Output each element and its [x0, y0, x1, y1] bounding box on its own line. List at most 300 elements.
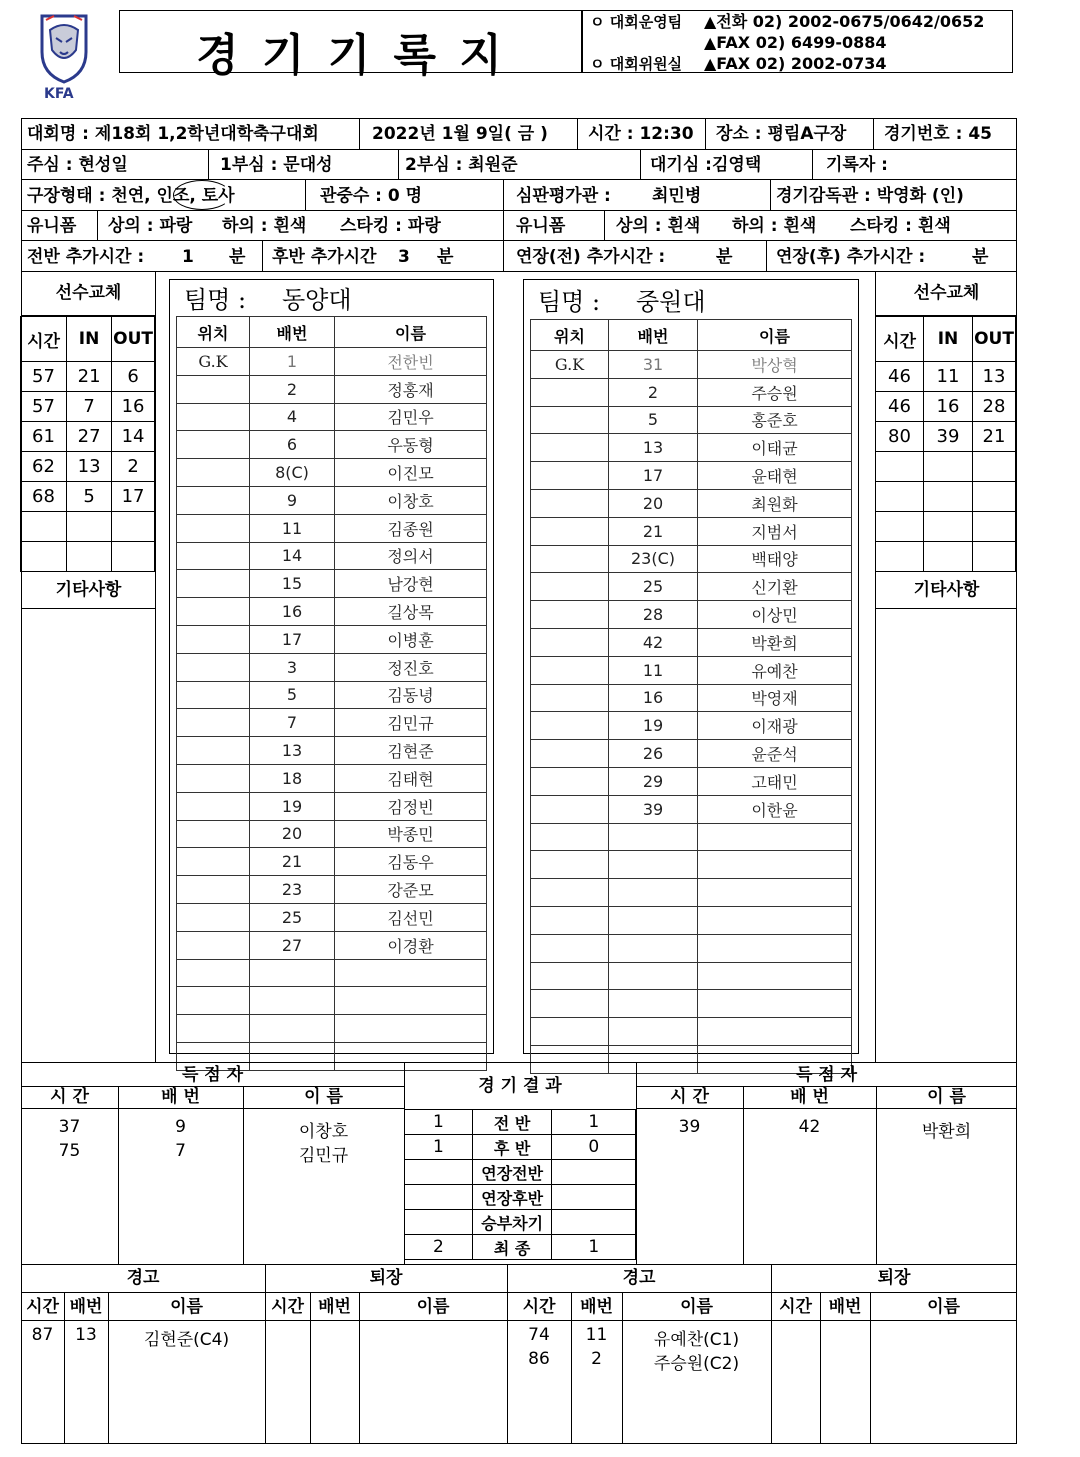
sub-in: [67, 542, 112, 572]
roster-position: [177, 459, 250, 487]
roster-number: 5: [250, 681, 335, 709]
sub-out: [973, 542, 1016, 572]
roster-name: 이한윤: [698, 795, 852, 823]
sub-in: 13: [67, 452, 112, 482]
scorer-name-header: 이 름: [304, 1087, 343, 1107]
roster-number: 21: [250, 848, 335, 876]
roster-position: [531, 406, 609, 434]
roster-number: 23(C): [609, 545, 698, 573]
roster-name: 길상목: [335, 598, 487, 626]
roster-row: [531, 656, 852, 684]
roster-number: [609, 823, 698, 851]
roster-name: [335, 1015, 487, 1043]
result-row: [405, 1185, 636, 1210]
sub-time: [21, 542, 67, 572]
home-team-prefix: 팀명 :: [184, 286, 247, 314]
roster-number: 2: [609, 378, 698, 406]
roster-position: [177, 709, 250, 737]
sub-in: 5: [67, 482, 112, 512]
roster-number: 16: [250, 598, 335, 626]
pitch-type: 구장형태 : 천연, 인조, 토사: [27, 186, 235, 206]
sub-out: 14: [112, 422, 155, 452]
sub-time: [876, 482, 924, 512]
roster-name: 김동녕: [335, 681, 487, 709]
roster-position: [177, 987, 250, 1015]
roster-position: [531, 879, 609, 907]
sub-time: 57: [21, 362, 67, 392]
roster-row: [177, 931, 487, 959]
roster-position: [177, 959, 250, 987]
scorer-number: 9: [175, 1117, 186, 1137]
roster-name: 전한빈: [335, 348, 487, 376]
position-header: 위치: [531, 320, 609, 351]
card-name-header: 이름: [170, 1297, 203, 1317]
sub-time: 68: [21, 482, 67, 512]
extra-second-added-label: 연장(후) 추가시간 :: [776, 247, 926, 267]
roster-row: [531, 517, 852, 545]
roster-row: [531, 684, 852, 712]
result-home-score: 1: [405, 1110, 473, 1135]
home-team-box: [169, 279, 494, 1054]
subs-in-header: IN: [924, 317, 973, 362]
roster-row: [531, 962, 852, 990]
sub-out: 2: [112, 452, 155, 482]
roster-position: [177, 403, 250, 431]
roster-number: 20: [609, 489, 698, 517]
scorer-time: 39: [678, 1117, 701, 1137]
roster-row: [531, 545, 852, 573]
sub-out: 28: [973, 392, 1016, 422]
roster-row: [177, 764, 487, 792]
roster-row: [531, 851, 852, 879]
roster-row: [177, 903, 487, 931]
scorer-time-header: 시 간: [670, 1087, 709, 1107]
roster-name: [335, 959, 487, 987]
sub-out: 6: [112, 362, 155, 392]
result-row: [405, 1135, 636, 1160]
roster-name: [698, 851, 852, 879]
roster-name: 박환희: [698, 628, 852, 656]
home-uniform-top: 상의 : 파랑: [108, 216, 193, 236]
roster-position: [531, 906, 609, 934]
roster-row: [177, 514, 487, 542]
roster-number: 8(C): [250, 459, 335, 487]
contact-phone: ▲전화 02) 2002-0675/0642/0652: [704, 12, 985, 31]
roster-position: [177, 681, 250, 709]
result-period: 최 종: [472, 1235, 552, 1260]
card-name-header: 이름: [927, 1297, 960, 1317]
recorder: 기록자 :: [826, 155, 888, 175]
roster-position: [531, 517, 609, 545]
roster-name: [698, 962, 852, 990]
result-period: 전 반: [472, 1110, 552, 1135]
match-time: 시간 : 12:30: [588, 124, 694, 144]
warning-time: 87: [31, 1325, 54, 1345]
warning-row: [21, 1325, 265, 1350]
roster-number: 17: [609, 462, 698, 490]
fourth-official: 대기심 :김영택: [650, 155, 762, 175]
subs-row: [876, 422, 1016, 452]
match-date: 2022년 1월 9일( 금 ): [372, 124, 548, 144]
roster-position: [177, 514, 250, 542]
roster-row: [531, 462, 852, 490]
roster-position: [531, 545, 609, 573]
roster-name: 김민규: [335, 709, 487, 737]
sub-out: [973, 482, 1016, 512]
contact-label-ops: ㅇ 대회운영팀: [590, 13, 683, 31]
warning-number: 2: [591, 1349, 602, 1369]
roster-row: [531, 573, 852, 601]
roster-name: 백태양: [698, 545, 852, 573]
subs-row: [21, 512, 155, 542]
roster-row: [531, 351, 852, 379]
contact-fax-committee: ▲FAX 02) 2002-0734: [704, 54, 887, 73]
away-uniform-socks: 스타킹 : 흰색: [850, 216, 951, 236]
roster-row: [531, 795, 852, 823]
roster-row: [531, 823, 852, 851]
roster-number: 5: [609, 406, 698, 434]
home-uniform-bottom: 하의 : 흰색: [222, 216, 307, 236]
roster-number: 15: [250, 570, 335, 598]
roster-name: 김동우: [335, 848, 487, 876]
extra-second-added-unit: 분: [972, 247, 989, 267]
roster-position: [177, 792, 250, 820]
result-away-score: [552, 1210, 636, 1235]
roster-position: [531, 462, 609, 490]
roster-row: [531, 879, 852, 907]
result-away-score: [552, 1160, 636, 1185]
roster-position: [531, 378, 609, 406]
roster-number: 13: [609, 434, 698, 462]
away-uniform-top: 상의 : 흰색: [616, 216, 701, 236]
assistant-referee-1: 1부심 : 문대성: [220, 155, 333, 175]
roster-name: 정의서: [335, 542, 487, 570]
sub-time: [21, 512, 67, 542]
roster-row: [177, 987, 487, 1015]
roster-number: 14: [250, 542, 335, 570]
extra-first-added-label: 연장(전) 추가시간 :: [516, 247, 666, 267]
roster-position: [531, 601, 609, 629]
pitch-type-selected-circle: [173, 180, 231, 210]
contact-box: [581, 10, 1013, 73]
roster-number: 1: [250, 348, 335, 376]
warning-row: [507, 1325, 771, 1350]
roster-row: [177, 959, 487, 987]
roster-number: 29: [609, 767, 698, 795]
sub-time: [876, 542, 924, 572]
home-roster-table: [176, 316, 487, 1071]
roster-position: [531, 656, 609, 684]
subs-row: [876, 512, 1016, 542]
second-half-added-label: 후반 추가시간: [272, 247, 377, 267]
roster-name: 이태균: [698, 434, 852, 462]
attendance: 관중수 : 0 명: [320, 186, 423, 206]
roster-number: [250, 1015, 335, 1043]
away-uniform-label: 유니폼: [516, 216, 566, 236]
roster-row: [177, 820, 487, 848]
extra-first-added-unit: 분: [716, 247, 733, 267]
roster-row: [177, 653, 487, 681]
roster-number: 28: [609, 601, 698, 629]
roster-row: [177, 737, 487, 765]
result-home-score: [405, 1210, 473, 1235]
match-commissioner: 경기감독관 : 박영화 (인): [776, 186, 964, 206]
contact-label-committee: ㅇ 대회위원실: [590, 55, 683, 73]
sub-in: [924, 542, 973, 572]
warning-number: 11: [585, 1325, 608, 1345]
roster-position: [531, 712, 609, 740]
roster-number: [609, 906, 698, 934]
card-time-header: 시간: [779, 1297, 812, 1317]
roster-row: [177, 542, 487, 570]
card-number-header: 배번: [828, 1297, 862, 1317]
contact-fax-ops: ▲FAX 02) 6499-0884: [704, 33, 887, 52]
number-header: 배번: [609, 320, 698, 351]
sub-in: [924, 452, 973, 482]
warning-time: 86: [528, 1349, 550, 1369]
card-time-header: 시간: [271, 1297, 304, 1317]
home-substitution-panel: [21, 271, 156, 609]
scorer-row: [21, 1141, 404, 1166]
sub-out: 13: [973, 362, 1016, 392]
sub-time: 46: [876, 362, 924, 392]
assistant-referee-2: 2부심 : 최원준: [405, 155, 518, 175]
roster-position: [177, 570, 250, 598]
subs-out-header: OUT: [112, 317, 155, 362]
roster-row: [177, 459, 487, 487]
roster-position: [531, 795, 609, 823]
scorer-number: 7: [175, 1141, 186, 1161]
roster-name: 홍준호: [698, 406, 852, 434]
roster-number: 20: [250, 820, 335, 848]
home-warning-title: 경고: [126, 1268, 160, 1288]
subs-row: [876, 452, 1016, 482]
warning-name: 김현준(C4): [143, 1330, 230, 1350]
roster-row: [531, 489, 852, 517]
result-away-score: 0: [552, 1135, 636, 1160]
sub-out: 21: [973, 422, 1016, 452]
roster-number: 16: [609, 684, 698, 712]
sub-out: 17: [112, 482, 155, 512]
roster-name: 지범서: [698, 517, 852, 545]
roster-number: 31: [609, 351, 698, 379]
away-roster-table: [530, 319, 852, 1074]
match-result-table: [404, 1109, 636, 1260]
sub-in: 11: [924, 362, 973, 392]
home-uniform-socks: 스타킹 : 파랑: [340, 216, 441, 236]
roster-name: [698, 906, 852, 934]
roster-position: [531, 823, 609, 851]
result-home-score: [405, 1185, 473, 1210]
scorer-name: 김민규: [298, 1146, 349, 1166]
roster-number: [609, 851, 698, 879]
roster-position: [531, 740, 609, 768]
roster-number: [609, 934, 698, 962]
roster-position: [177, 486, 250, 514]
roster-position: [531, 1018, 609, 1046]
referee: 주심 : 현성일: [27, 155, 128, 175]
roster-number: 23: [250, 876, 335, 904]
result-period: 연장전반: [472, 1160, 552, 1185]
roster-position: [177, 653, 250, 681]
result-away-score: 1: [552, 1110, 636, 1135]
roster-row: [177, 709, 487, 737]
roster-position: [531, 489, 609, 517]
warning-name: 주승원(C2): [653, 1354, 740, 1374]
roster-number: [609, 990, 698, 1018]
roster-name: 이재광: [698, 712, 852, 740]
roster-position: [177, 625, 250, 653]
roster-row: [531, 434, 852, 462]
scorer-number: 42: [798, 1117, 821, 1137]
sub-out: [112, 542, 155, 572]
card-time-header: 시간: [522, 1297, 556, 1317]
subs-row: [876, 362, 1016, 392]
page-title: 경 기 기 록 지: [196, 30, 506, 81]
name-header: 이름: [335, 317, 487, 348]
sub-time: 80: [876, 422, 924, 452]
roster-position: [177, 820, 250, 848]
roster-number: 27: [250, 931, 335, 959]
roster-position: [531, 573, 609, 601]
result-period: 후 반: [472, 1135, 552, 1160]
roster-number: 4: [250, 403, 335, 431]
roster-position: [177, 903, 250, 931]
roster-name: 이상민: [698, 601, 852, 629]
scorer-time-header: 시 간: [50, 1087, 89, 1107]
roster-row: [177, 486, 487, 514]
referee-assessor: 최민병: [652, 186, 702, 206]
home-subs-table: [20, 316, 155, 572]
sub-time: 62: [21, 452, 67, 482]
roster-position: [177, 375, 250, 403]
roster-number: 13: [250, 737, 335, 765]
scorer-name: 박환희: [921, 1122, 972, 1142]
card-name-header: 이름: [416, 1297, 450, 1317]
roster-position: [177, 737, 250, 765]
roster-number: 11: [250, 514, 335, 542]
roster-number: 7: [250, 709, 335, 737]
subs-row: [21, 452, 155, 482]
roster-name: [698, 1018, 852, 1046]
roster-name: 윤준석: [698, 740, 852, 768]
card-time-header: 시간: [26, 1297, 59, 1317]
roster-number: 2: [250, 375, 335, 403]
subs-row: [21, 392, 155, 422]
home-remarks-title: 기타사항: [21, 572, 156, 609]
scorer-name: 이창호: [298, 1122, 349, 1142]
competition-name: 대회명 : 제18회 1,2학년대학축구대회: [27, 124, 319, 144]
subs-row: [876, 542, 1016, 572]
roster-name: [698, 823, 852, 851]
sub-in: [924, 482, 973, 512]
scorer-time: 75: [58, 1141, 81, 1161]
first-half-added-unit: 분: [229, 247, 246, 267]
scorer-row: [21, 1117, 404, 1142]
number-header: 배번: [250, 317, 335, 348]
roster-position: [177, 1015, 250, 1043]
roster-row: [531, 906, 852, 934]
roster-row: [177, 598, 487, 626]
subs-row: [876, 482, 1016, 512]
roster-name: 박종민: [335, 820, 487, 848]
roster-row: [177, 431, 487, 459]
card-number-header: 배번: [580, 1297, 613, 1317]
subs-in-header: IN: [67, 317, 112, 362]
away-sendoff-title: 퇴장: [877, 1268, 911, 1288]
roster-name: 강준모: [335, 876, 487, 904]
roster-row: [177, 570, 487, 598]
sub-out: [973, 512, 1016, 542]
roster-name: 이경환: [335, 931, 487, 959]
result-row: [405, 1235, 636, 1260]
warning-number: 13: [75, 1325, 97, 1345]
roster-position: [531, 962, 609, 990]
roster-number: 17: [250, 625, 335, 653]
roster-row: [531, 1018, 852, 1046]
subs-time-header: 시간: [876, 317, 924, 362]
roster-name: 이진모: [335, 459, 487, 487]
roster-number: 6: [250, 431, 335, 459]
roster-name: 박상혁: [698, 351, 852, 379]
roster-row: [177, 375, 487, 403]
roster-number: 39: [609, 795, 698, 823]
roster-name: 김정빈: [335, 792, 487, 820]
subs-row: [21, 542, 155, 572]
roster-row: [531, 628, 852, 656]
roster-row: [531, 767, 852, 795]
name-header: 이름: [698, 320, 852, 351]
roster-name: 박영재: [698, 684, 852, 712]
sub-time: 57: [21, 392, 67, 422]
scorer-row: [636, 1117, 1017, 1142]
sub-time: 46: [876, 392, 924, 422]
sub-out: [112, 512, 155, 542]
warning-time: 74: [528, 1325, 550, 1345]
home-team-name: 동양대: [282, 286, 352, 314]
roster-position: [531, 990, 609, 1018]
card-number-header: 배번: [318, 1297, 351, 1317]
home-subs-title: 선수교체: [21, 271, 156, 316]
roster-name: 유예찬: [698, 656, 852, 684]
second-half-added-unit: 분: [437, 247, 454, 267]
roster-row: [531, 406, 852, 434]
subs-row: [876, 392, 1016, 422]
away-substitution-panel: [876, 271, 1017, 609]
roster-number: 21: [609, 517, 698, 545]
roster-position: [531, 434, 609, 462]
roster-position: [177, 848, 250, 876]
roster-row: [177, 876, 487, 904]
result-row: [405, 1110, 636, 1135]
roster-name: 주승원: [698, 378, 852, 406]
roster-name: 우동형: [335, 431, 487, 459]
away-team-prefix: 팀명 :: [538, 288, 601, 316]
card-number-header: 배번: [69, 1297, 103, 1317]
scorer-number-header: 배 번: [790, 1087, 829, 1107]
roster-name: 신기환: [698, 573, 852, 601]
roster-name: [335, 987, 487, 1015]
roster-name: 고태민: [698, 767, 852, 795]
away-subs-title: 선수교체: [876, 271, 1017, 316]
referee-assessor-label: 심판평가관 :: [516, 186, 611, 206]
subs-row: [21, 362, 155, 392]
roster-position: [177, 931, 250, 959]
roster-name: 정진호: [335, 653, 487, 681]
sub-time: 61: [21, 422, 67, 452]
roster-position: [531, 851, 609, 879]
away-team-box: [523, 279, 859, 1054]
